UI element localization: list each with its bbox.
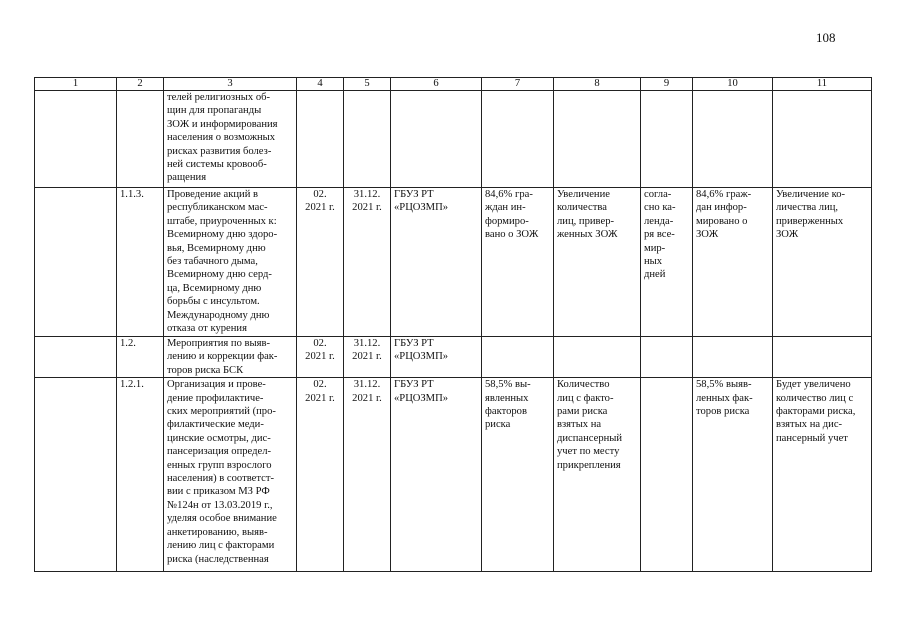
page-number: 108 (816, 30, 836, 45)
cell-plan: 58,5% выяв- ленных фак- торов риска (693, 378, 773, 572)
cell-col1 (35, 378, 117, 572)
header-row (35, 78, 872, 91)
cell-end (344, 91, 391, 188)
cell-result: Увеличение количества лиц, привер- женных ЗОЖ (554, 188, 641, 337)
cell-end: 31.12. 2021 г. (344, 188, 391, 337)
cell-start: 02. 2021 г. (297, 378, 344, 572)
cell-plan (693, 337, 773, 378)
column-header: 1 (35, 78, 117, 91)
cell-end: 31.12. 2021 г. (344, 378, 391, 572)
column-header: 3 (164, 78, 297, 91)
column-header: 7 (482, 78, 554, 91)
cell-plan (693, 91, 773, 188)
table-row (35, 91, 872, 188)
cell-activity: Организация и прове- дение профилактиче- ских мероприятий (про- филактические меди- цинские осмотры, дис- пансеризация определ- енных групп взрослого населения) в соответст- вии с приказом МЗ РФ №124н от 13.03.2019 г., уделяя особое внимание анкетированию, выяв- лению лиц с факторами риска (наследственная (164, 378, 297, 572)
activity-table (34, 77, 872, 572)
cell-indicator: 84,6% гра- ждан ин- формиро- вано о ЗОЖ (482, 188, 554, 337)
cell-result (554, 91, 641, 188)
cell-end: 31.12. 2021 г. (344, 337, 391, 378)
cell-col1 (35, 188, 117, 337)
cell-col1 (35, 337, 117, 378)
cell-number (117, 91, 164, 188)
cell-indicator: 58,5% вы- явленных факторов риска (482, 378, 554, 572)
cell-start (297, 91, 344, 188)
column-header: 11 (773, 78, 872, 91)
cell-plan: 84,6% граж- дан инфор- мировано о ЗОЖ (693, 188, 773, 337)
cell-start: 02. 2021 г. (297, 188, 344, 337)
cell-executor (391, 91, 482, 188)
column-header: 9 (641, 78, 693, 91)
cell-effect (773, 91, 872, 188)
cell-executor: ГБУЗ РТ «РЦОЗМП» (391, 337, 482, 378)
cell-col1 (35, 91, 117, 188)
cell-result (554, 337, 641, 378)
cell-schedule (641, 91, 693, 188)
table-row (35, 378, 872, 572)
cell-indicator (482, 337, 554, 378)
column-header: 2 (117, 78, 164, 91)
cell-executor: ГБУЗ РТ «РЦОЗМП» (391, 378, 482, 572)
column-header: 10 (693, 78, 773, 91)
column-header: 5 (344, 78, 391, 91)
cell-schedule (641, 337, 693, 378)
cell-start: 02. 2021 г. (297, 337, 344, 378)
cell-executor: ГБУЗ РТ «РЦОЗМП» (391, 188, 482, 337)
cell-number: 1.2. (117, 337, 164, 378)
cell-effect: Увеличение ко- личества лиц, приверженных ЗОЖ (773, 188, 872, 337)
column-header: 6 (391, 78, 482, 91)
column-header: 8 (554, 78, 641, 91)
cell-effect (773, 337, 872, 378)
cell-schedule (641, 378, 693, 572)
cell-number: 1.1.3. (117, 188, 164, 337)
cell-number: 1.2.1. (117, 378, 164, 572)
cell-effect: Будет увеличено количество лиц с факторами риска, взятых на дис- пансерный учет (773, 378, 872, 572)
cell-activity: телей религиозных об- щин для пропаганды ЗОЖ и информирования населения о возможных рисках развития болез- ней системы кровооб- ращения (164, 91, 297, 188)
column-header: 4 (297, 78, 344, 91)
cell-indicator (482, 91, 554, 188)
cell-activity: Мероприятия по выяв- лению и коррекции фак- торов риска БСК (164, 337, 297, 378)
cell-schedule: согла- сно ка- ленда- ря все- мир- ных дней (641, 188, 693, 337)
table-row (35, 337, 872, 378)
cell-result: Количество лиц с факто- рами риска взятых на диспансерный учет по месту прикрепления (554, 378, 641, 572)
table-row (35, 188, 872, 337)
cell-activity: Проведение акций в республиканском мас- штабе, приуроченных к: Всемирному дню здоро- вья, Всемирному дню без табачного дыма, Всемирному дню серд- ца, Всемирному дню борьбы с инсультом. Международному дню отказа от курения (164, 188, 297, 337)
